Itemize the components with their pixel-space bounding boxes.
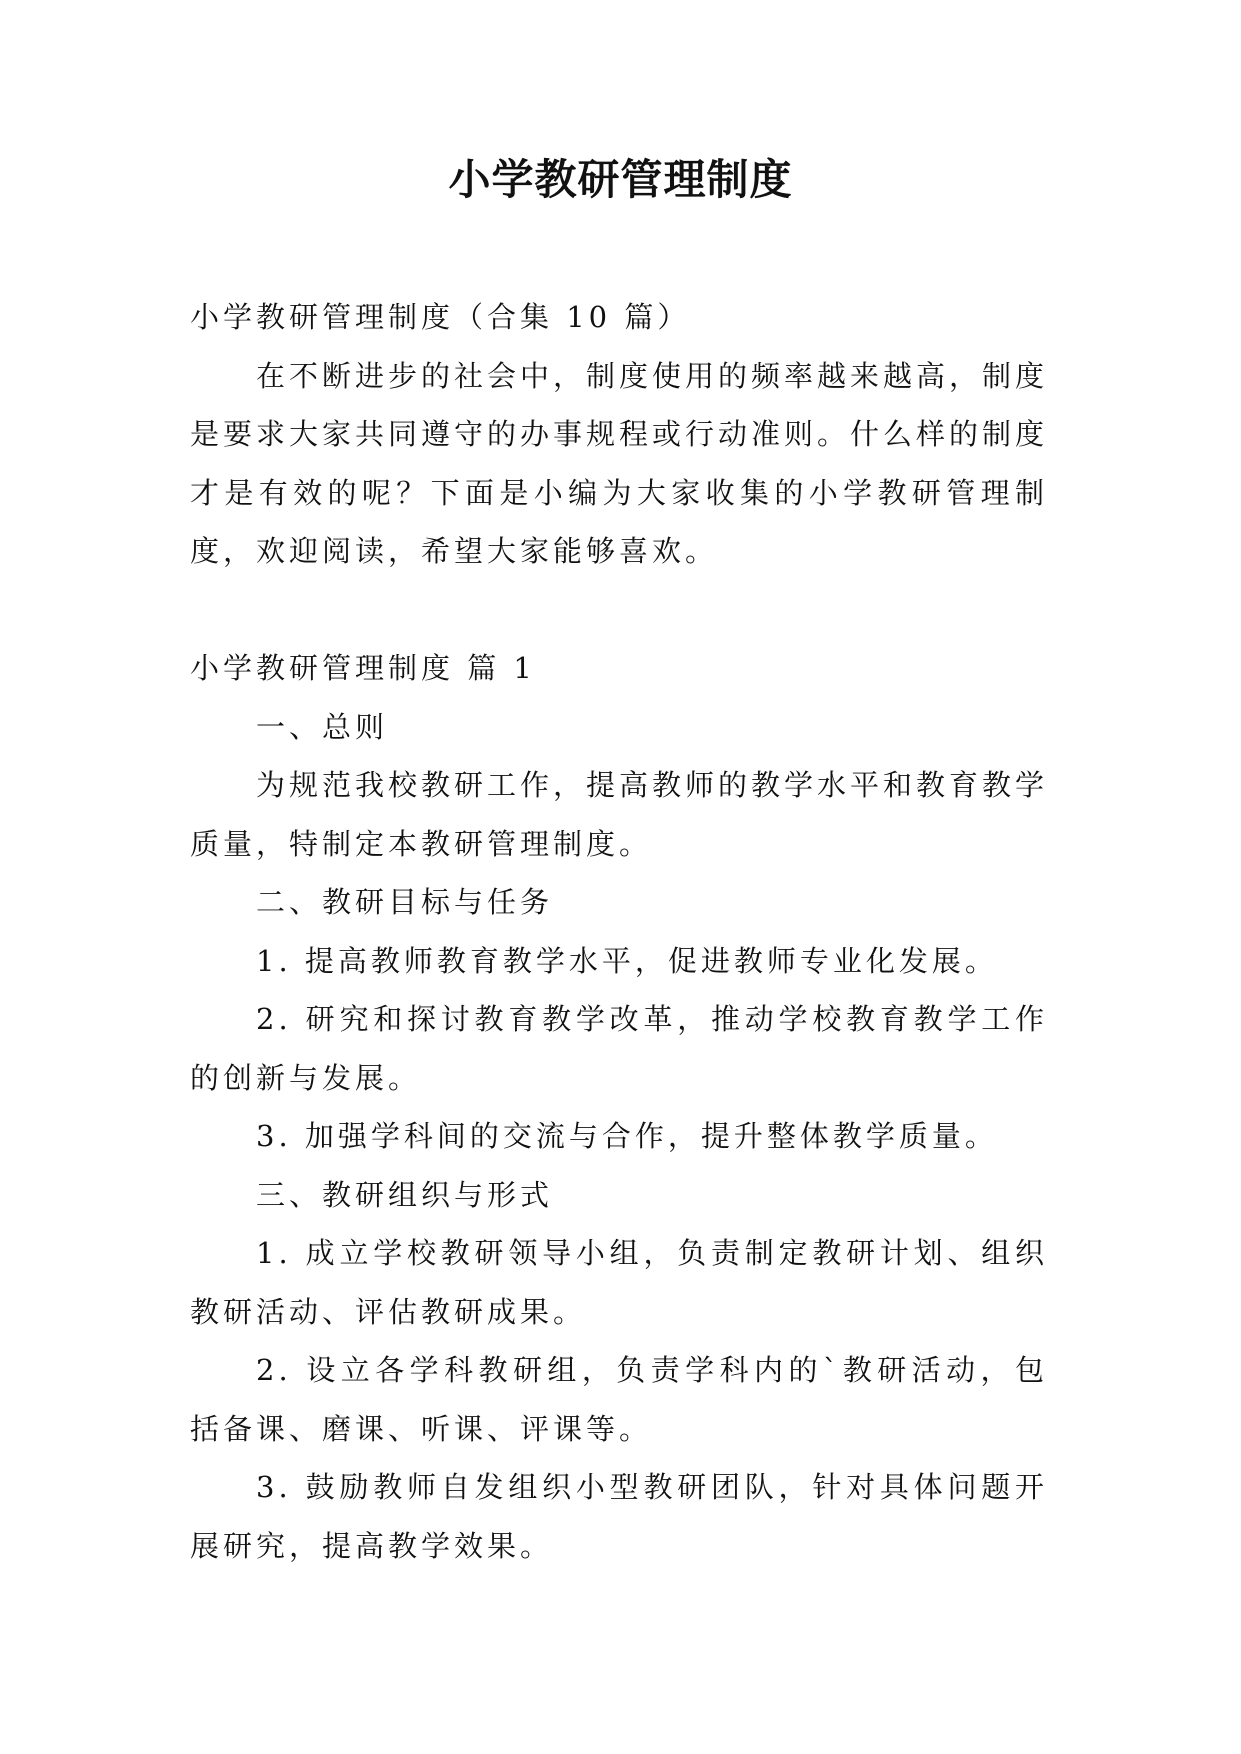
list-item-goal-1: 1. 提高教师教育教学水平，促进教师专业化发展。 [256, 943, 998, 978]
list-item-goal-2: 2. 研究和探讨教育教学改革，推动学校教育教学工作的创新与发展。 [190, 1002, 1048, 1095]
chapter-heading-organization: 三、教研组织与形式 [256, 1177, 554, 1212]
paragraph-gap [190, 581, 1048, 640]
document-body [190, 288, 1048, 1575]
list-item-goal-3: 3. 加强学科间的交流与合作，提升整体教学质量。 [256, 1119, 998, 1153]
paragraph-general: 为规范我校教研工作，提高教师的教学水平和教育教学质量，特制定本教研管理制度。 [190, 768, 1049, 861]
chapter-heading-goals: 二、教研目标与任务 [256, 885, 554, 919]
intro-paragraph: 在不断进步的社会中，制度使用的频率越来越高，制度是要求大家共同遵守的办事规程或行动准则。什么样的制度才是有效的呢？下面是小编为大家收集的小学教研管理制度，欢迎阅读，希望大家能够喜欢。 [190, 358, 1049, 568]
list-item-org-2: 2. 设立各学科教研组，负责学科内的`教研活动，包括备课、磨课、听课、评课等。 [190, 1353, 1048, 1446]
list-item-org-1: 1. 成立学校教研领导小组，负责制定教研计划、组织教研活动、评估教研成果。 [190, 1236, 1048, 1329]
collection-heading: 小学教研管理制度（合集 10 篇） [190, 300, 691, 334]
chapter-heading-general: 一、总则 [256, 709, 389, 744]
section-heading: 小学教研管理制度 篇 1 [190, 651, 536, 685]
document-title: 小学教研管理制度 [448, 155, 793, 204]
list-item-org-3: 3. 鼓励教师自发组织小型教研团队，针对具体问题开展研究，提高教学效果。 [190, 1470, 1048, 1563]
